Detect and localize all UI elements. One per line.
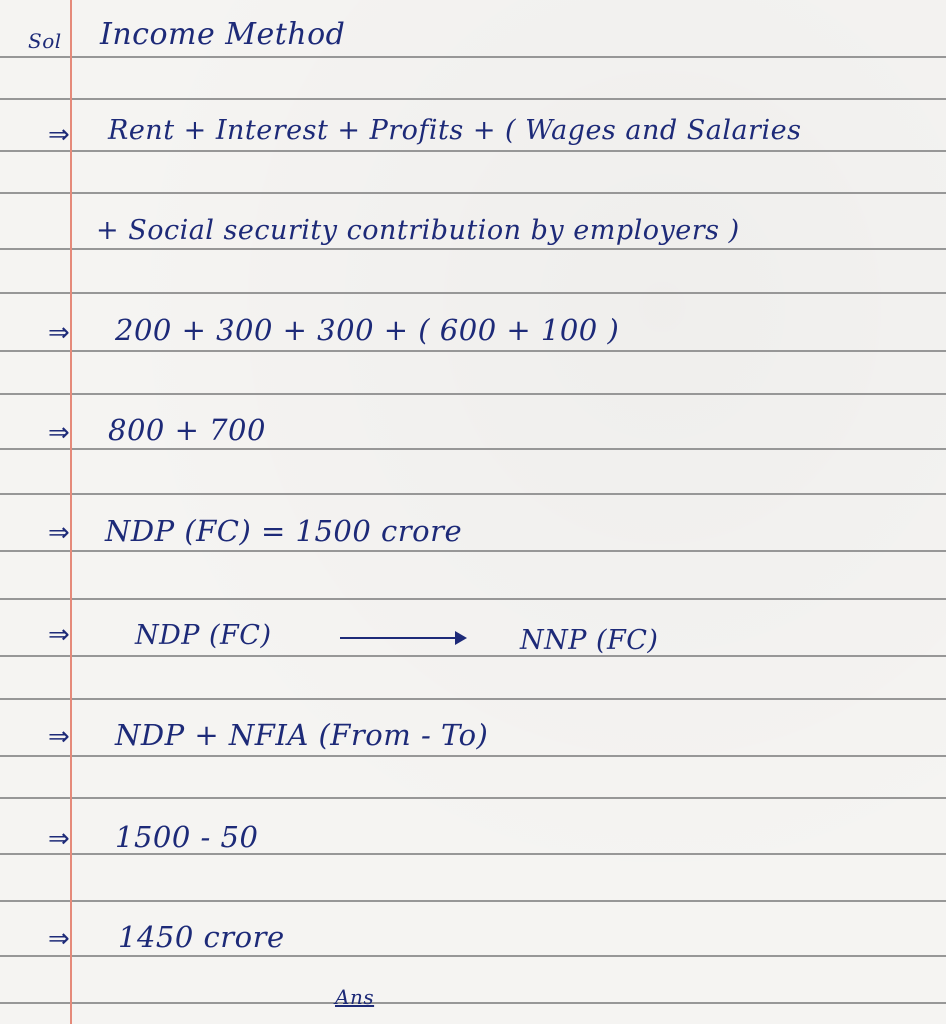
ruled-line xyxy=(0,493,946,495)
ruled-line xyxy=(0,755,946,757)
ruled-line xyxy=(0,192,946,194)
answer-label: Ans xyxy=(335,985,375,1009)
ruled-line xyxy=(0,655,946,657)
ruled-line xyxy=(0,393,946,395)
step-ndp-result: NDP (FC) = 1500 crore xyxy=(105,514,463,548)
sol-label: Sol xyxy=(28,29,62,53)
solution-title: Income Method xyxy=(100,17,346,52)
step-conversion-from: NDP (FC) xyxy=(135,620,272,651)
ruled-line xyxy=(0,955,946,957)
ruled-line xyxy=(0,56,946,58)
ruled-line xyxy=(0,350,946,352)
margin-line xyxy=(70,0,72,1024)
ruled-line xyxy=(0,698,946,700)
step-formula-line-1: Rent + Interest + Profits + ( Wages and Salaries xyxy=(108,115,802,146)
step-formula-line-2: + Social security contribution by employers ) xyxy=(96,215,740,246)
implies-arrow-icon: ⇒ xyxy=(48,318,70,348)
step-substitution: 200 + 300 + 300 + ( 600 + 100 ) xyxy=(115,313,620,347)
implies-arrow-icon: ⇒ xyxy=(48,418,70,448)
ruled-line xyxy=(0,248,946,250)
step-nnp-formula: NDP + NFIA (From - To) xyxy=(115,718,489,752)
ruled-line xyxy=(0,448,946,450)
implies-arrow-icon: ⇒ xyxy=(48,722,70,752)
implies-arrow-icon: ⇒ xyxy=(48,620,70,650)
ruled-line xyxy=(0,797,946,799)
ruled-line xyxy=(0,598,946,600)
step-sum: 800 + 700 xyxy=(108,413,266,447)
long-right-arrow-icon xyxy=(340,637,465,639)
step-conversion-to: NNP (FC) xyxy=(520,625,659,656)
implies-arrow-icon: ⇒ xyxy=(48,824,70,854)
ruled-line xyxy=(0,98,946,100)
step-final-answer: 1450 crore xyxy=(118,920,285,954)
implies-arrow-icon: ⇒ xyxy=(48,924,70,954)
implies-arrow-icon: ⇒ xyxy=(48,518,70,548)
ruled-line xyxy=(0,292,946,294)
ruled-line xyxy=(0,900,946,902)
ruled-line xyxy=(0,1002,946,1004)
ruled-line xyxy=(0,550,946,552)
ruled-line xyxy=(0,150,946,152)
implies-arrow-icon: ⇒ xyxy=(48,120,70,150)
step-nnp-substitution: 1500 - 50 xyxy=(115,820,259,854)
